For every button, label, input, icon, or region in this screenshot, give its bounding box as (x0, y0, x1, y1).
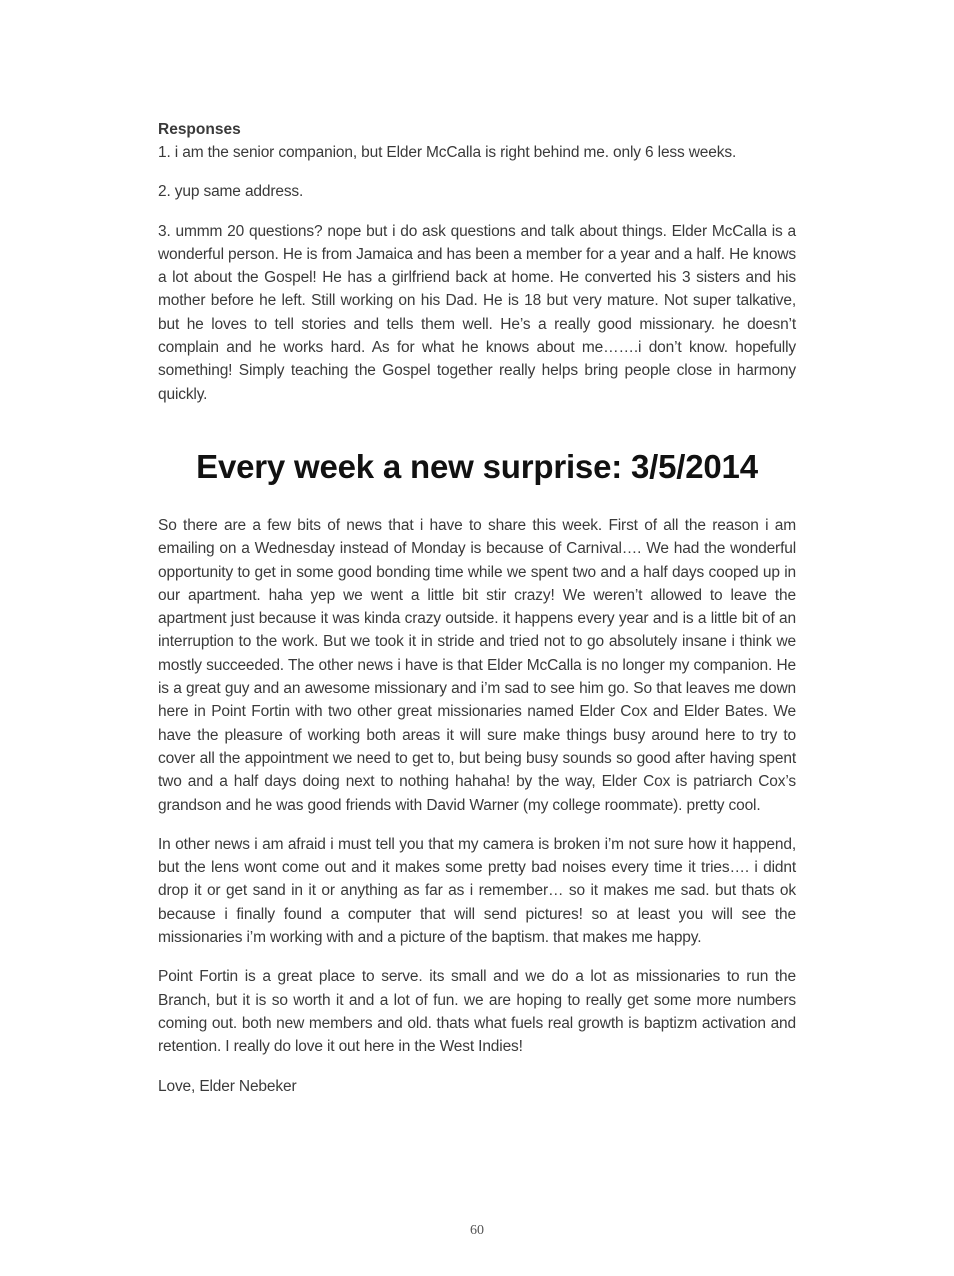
response-3: 3. ummm 20 questions? nope but i do ask questions and talk about things. Elder McCalla is a wonderful person. He is from Jamaica and has been a member for a year and a half. He knows a lot about the Gospel! He has a girlfriend back at home. He converted his 3 sisters and his mother before he left. Still working on his Dad. He is 18 but very mature. Not super talkative, but he loves to tell stories and tells them well. He’s a really good missionary. he doesn’t complain and he works hard. As for what he knows about me…….i don’t know. hopefully something! Simply teaching the Gospel together really helps bring people close in harmony quickly. (158, 222, 796, 403)
response-1: 1. i am the senior companion, but Elder McCalla is right behind me. only 6 less weeks. (158, 144, 737, 161)
article-signoff: Love, Elder Nebeker (158, 1077, 297, 1095)
responses-heading: Responses (158, 121, 241, 138)
article-paragraph-3: Point Fortin is a great place to serve. its small and we do a lot as missionaries to run the Branch, but it is so worth it and a lot of fun. we are hoping to really get some more numbers coming out. both new members and old. thats what fuels real growth is baptizm activation and retention. I really do love it out here in the West Indies! (158, 968, 796, 1056)
page-content (158, 118, 796, 1114)
article-paragraph-2: In other news i am afraid i must tell you that my camera is broken i’m not sure how it happend, but the lens wont come out and it makes some pretty bad noises every time it tries…. i didnt drop it or get sand in it or anything as far as i remember… so it makes me sad. but thats ok because i finally found a computer that will send pictures! so at least you will see the missionaries i’m working with and a picture of the baptism. that makes me happy. (158, 835, 796, 947)
article-title: Every week a new surprise: 3/5/2014 (196, 447, 758, 485)
response-2: 2. yup same address. (158, 183, 304, 201)
article-paragraph-1: So there are a few bits of news that i have to share this week. First of all the reason i am emailing on a Wednesday instead of Monday is because of Carnival…. We had the wonderful opportunity to get in some good bonding time while we spent two and a half days cooped up in our apartment. haha yep we went a little bit stir crazy! We weren’t allowed to leave the apartment just because it was kinda crazy outside. it happens every year and is a little bit of an interruption to the work. But we took it in stride and tried not to go absolutely insane i think we mostly succeeded. The other news i have is that Elder McCalla is no longer my companion. He is a great guy and an awesome missionary and i’m sad to see him go. So that leaves me down here in Point Fortin with two other great missionaries named Elder Cox and Elder Bates. We have the pleasure of working both areas it will sure make things busy around here to try to cover all the appointment we need to get to, but being busy sounds so good after having spent two and a half days doing next to nothing hahaha! by the way, Elder Cox is patriarch Cox’s grandson and he was good friends with David Warner (my college roommate). pretty cool. (158, 516, 796, 814)
page-number: 60 (470, 1223, 484, 1238)
